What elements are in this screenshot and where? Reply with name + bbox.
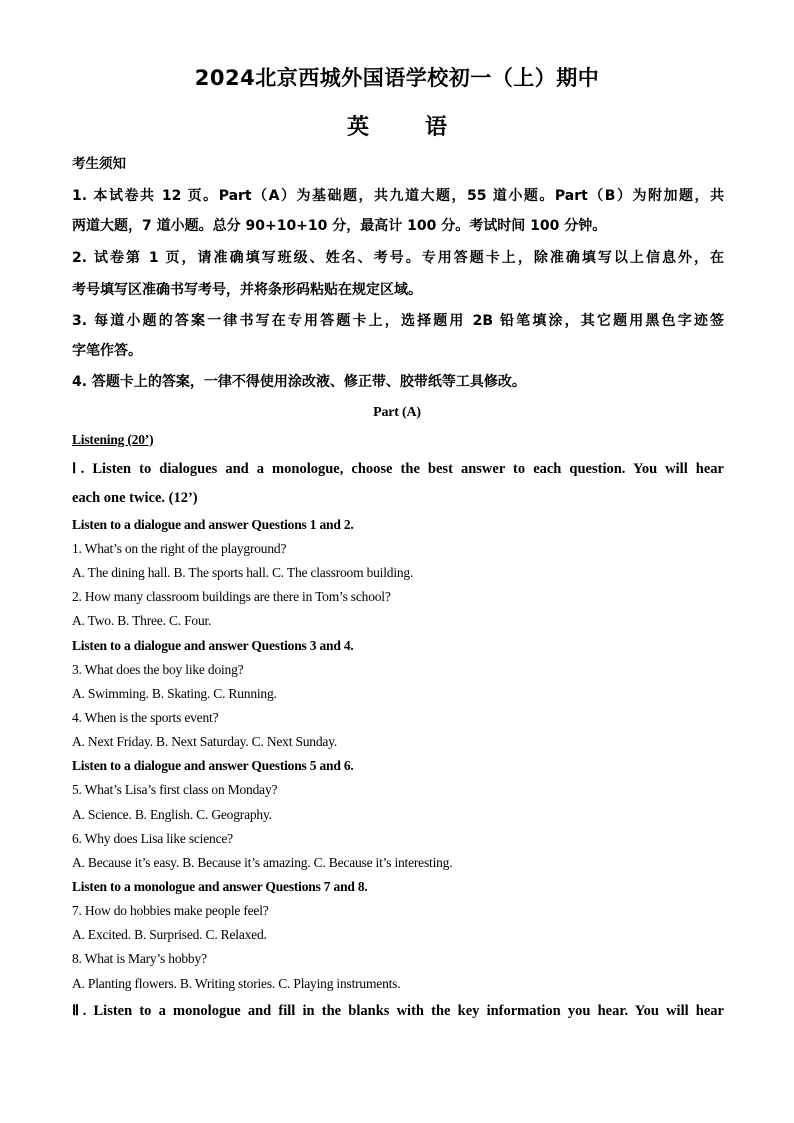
question-3-options: A. Swimming. B. Skating. C. Running. — [72, 686, 277, 701]
question-2: 2. How many classroom buildings are there in Tom’s school? — [72, 589, 391, 604]
part-a-label: Part (A) — [373, 405, 421, 420]
question-7: 7. How do hobbies make people feel? — [72, 903, 269, 918]
instruction-1-line-2: each one twice. (12’) — [72, 490, 198, 506]
subject-char-2: 语 — [425, 115, 448, 140]
group-3-heading: Listen to a dialogue and answer Questions 5 and 6. — [72, 758, 354, 773]
question-6-options: A. Because it’s easy. B. Because it’s amazing. C. Because it’s interesting. — [72, 855, 453, 870]
question-8: 8. What is Mary’s hobby? — [72, 951, 207, 966]
instruction-2-line-1: Ⅱ. Listen to a monologue and fill in the blanks with the key information you hear. You will hear — [72, 1003, 724, 1019]
question-2-options: A. Two. B. Three. C. Four. — [72, 613, 212, 628]
question-1-options: A. The dining hall. B. The sports hall. C. The classroom building. — [72, 565, 414, 580]
subject-char-1: 英 — [346, 115, 369, 140]
notice-line-7: 4. 答题卡上的答案，一律不得使用涂改液、修正带、胶带纸等工具修改。 — [72, 374, 526, 390]
notice-line-3: 2. 试卷第 1 页，请准确填写班级、姓名、考号。专用答题卡上，除准确填写以上信息外，在 — [72, 250, 724, 266]
exam-title: 2024北京西城外国语学校初一（上）期中 — [194, 66, 600, 90]
instruction-1-line-1: Ⅰ. Listen to dialogues and a monologue, choose the best answer to each question. You will hear — [72, 461, 724, 477]
question-7-options: A. Excited. B. Surprised. C. Relaxed. — [72, 927, 267, 942]
group-2-heading: Listen to a dialogue and answer Questions 3 and 4. — [72, 638, 354, 653]
notice-line-6: 字笔作答。 — [72, 343, 142, 359]
question-4-options: A. Next Friday. B. Next Saturday. C. Next Sunday. — [72, 734, 338, 749]
question-6: 6. Why does Lisa like science? — [72, 831, 233, 846]
question-5: 5. What’s Lisa’s first class on Monday? — [72, 782, 278, 797]
question-3: 3. What does the boy like doing? — [72, 662, 244, 677]
group-1-heading: Listen to a dialogue and answer Questions 1 and 2. — [72, 517, 354, 532]
subject-title — [0, 110, 794, 141]
question-5-options: A. Science. B. English. C. Geography. — [72, 807, 272, 822]
listening-section-title: Listening (20’) — [72, 432, 154, 447]
question-1: 1. What’s on the right of the playground? — [72, 541, 287, 556]
notice-line-5: 3. 每道小题的答案一律书写在专用答题卡上，选择题用 2B 铅笔填涂，其它题用黑色字迹签 — [72, 313, 724, 329]
notice-line-1: 1. 本试卷共 12 页。Part（A）为基础题，共九道大题，55 道小题。Part（B）为附加题，共 — [72, 188, 724, 204]
question-8-options: A. Planting flowers. B. Writing stories. C. Playing instruments. — [72, 976, 401, 991]
group-4-heading: Listen to a monologue and answer Questions 7 and 8. — [72, 879, 368, 894]
notice-line-4: 考号填写区准确书写考号，并将条形码粘贴在规定区域。 — [72, 282, 422, 298]
question-4: 4. When is the sports event? — [72, 710, 219, 725]
notice-line-2: 两道大题，7 道小题。总分 90+10+10 分，最高计 100 分。考试时间 100 分钟。 — [72, 218, 607, 234]
notice-heading: 考生须知 — [72, 156, 126, 172]
